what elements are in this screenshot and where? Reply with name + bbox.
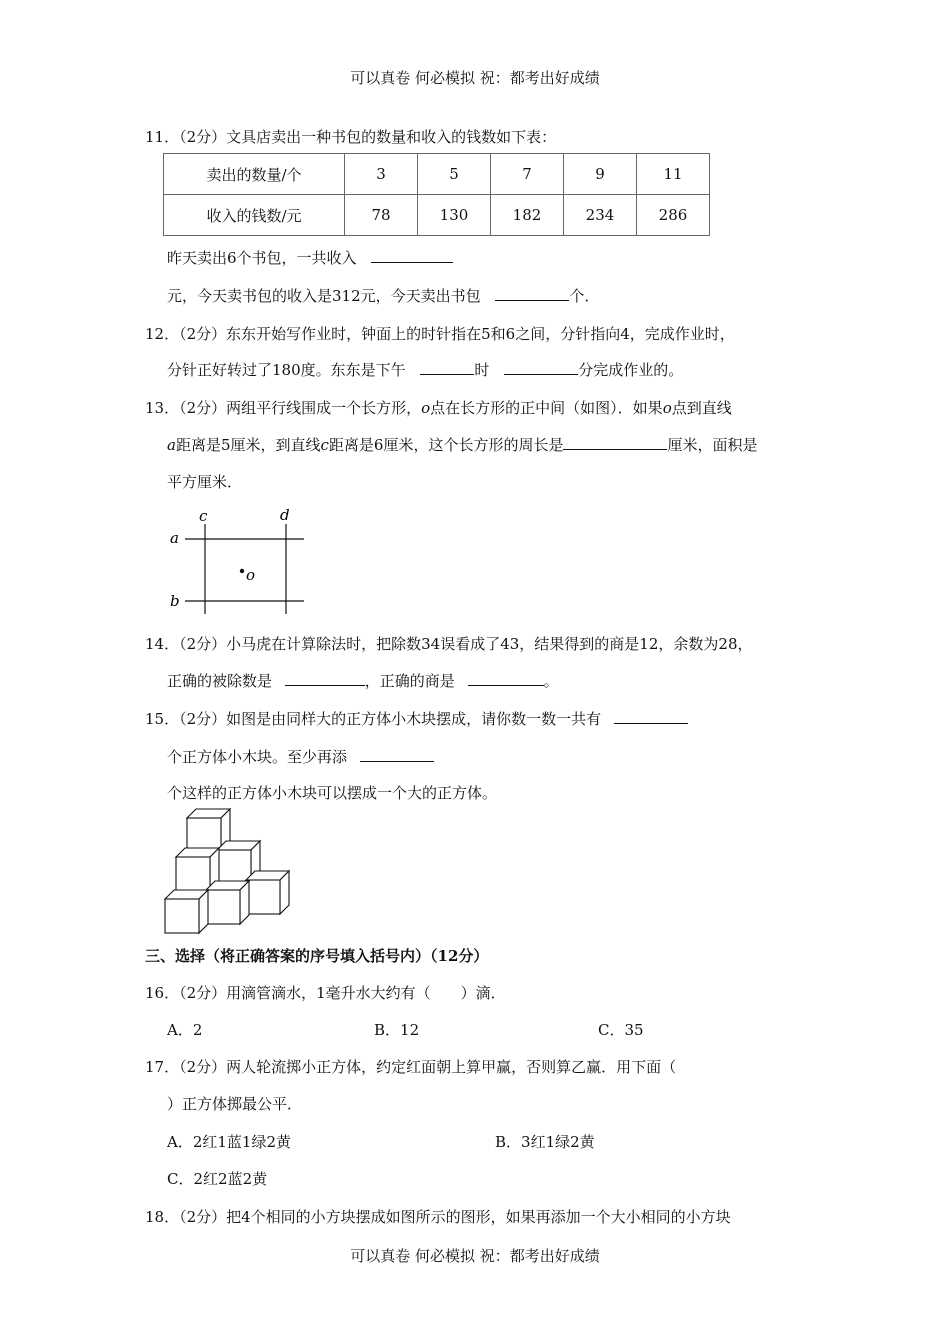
q14-text-a: 正确的被除数是: [167, 672, 273, 690]
table-cell: 182: [491, 195, 564, 236]
q13-line2: [167, 434, 757, 455]
q11-line1-text: 昨天卖出6个书包，一共收入: [167, 249, 357, 267]
q12-blank-minute[interactable]: [504, 360, 578, 375]
q11-stem: 11．（2分）文具店卖出一种书包的数量和收入的钱数如下表：: [145, 128, 557, 146]
cube: [165, 890, 208, 933]
q14-text-c: 。: [543, 672, 559, 690]
q13-text-f: 厘米，面积是: [667, 436, 758, 454]
table-cell: 7: [491, 154, 564, 195]
table-cell: 78: [345, 195, 418, 236]
q15-blank-count[interactable]: [614, 709, 688, 724]
page-footer: 可以真卷 何必模拟 祝：都考出好成绩: [350, 1247, 600, 1265]
q13-text-a: 13．（2分）两组平行线围成一个长方形，: [145, 399, 422, 417]
q13-text-b: 点在长方形的正中间（如图）．如果: [430, 399, 663, 417]
table-cell: 5: [418, 154, 491, 195]
q11-row-quantity: [164, 154, 710, 195]
q17-option-a[interactable]: A．2红1蓝1绿2黄: [167, 1133, 292, 1151]
q15-line1: [145, 708, 688, 729]
q16-option-b[interactable]: B．12: [374, 1021, 420, 1039]
q12-hour-label: 时: [474, 361, 490, 379]
label-b: b: [170, 592, 180, 610]
q15-text-a: 15．（2分）如图是由同样大的正方体小木块摆成，请你数一数一共有: [145, 710, 602, 728]
q12-blank-hour[interactable]: [420, 360, 474, 375]
q15-blank-add[interactable]: [360, 747, 434, 762]
q11-line2: [167, 285, 599, 306]
q12-line2-end: 分完成作业的。: [578, 361, 684, 379]
q11-line2-text: 元，今天卖书包的收入是312元，今天卖出书包: [167, 287, 481, 305]
q11-table: [163, 153, 710, 236]
q15-cube-figure: [160, 805, 300, 937]
q14-blank-quotient[interactable]: [468, 671, 544, 686]
q16-option-a[interactable]: A．2: [167, 1021, 203, 1039]
table-cell: 286: [637, 195, 710, 236]
table-cell: 3: [345, 154, 418, 195]
q13-var-o-2: o: [662, 399, 672, 417]
q13-text-c: 点到直线: [671, 399, 732, 417]
q12-line1: 12．（2分）东东开始写作业时，钟面上的时针指在5和6之间，分针指向4，完成作业时，: [145, 325, 735, 343]
q11-blank-2[interactable]: [495, 286, 569, 301]
q13-line3: 平方厘米．: [167, 473, 243, 491]
table-cell: 234: [564, 195, 637, 236]
q16-option-c[interactable]: C．35: [598, 1021, 644, 1039]
label-d: d: [280, 506, 290, 524]
label-c: c: [199, 507, 208, 525]
q13-blank-perimeter[interactable]: [563, 435, 667, 450]
q17-line1: 17．（2分）两人轮流掷小正方体，约定红面朝上算甲赢，否则算乙赢．用下面（: [145, 1058, 677, 1076]
q13-var-c: c: [320, 436, 329, 454]
q11-line1: [167, 247, 453, 268]
q13-var-a: a: [167, 436, 176, 454]
q15-line2: [167, 746, 434, 767]
q15-text-b: 个正方体小木块。至少再添: [167, 748, 348, 766]
cube: [206, 881, 249, 924]
q16-stem: 16．（2分）用滴管滴水，1毫升水大约有（ ）滴．: [145, 984, 506, 1002]
q11-blank-1[interactable]: [371, 248, 453, 263]
table-cell: 9: [564, 154, 637, 195]
cube: [246, 871, 289, 914]
q11-row2-label: 收入的钱数/元: [164, 195, 345, 236]
point-o: [240, 569, 244, 573]
q14-line2: [167, 670, 559, 691]
q17-option-c[interactable]: C．2红2蓝2黄: [167, 1170, 268, 1188]
q13-text-d: 距离是5厘米，到直线: [175, 436, 321, 454]
q14-text-b: ，正确的商是: [364, 672, 455, 690]
q13-line1: [145, 397, 732, 418]
table-cell: 130: [418, 195, 491, 236]
q13-text-e: 距离是6厘米，这个长方形的周长是: [328, 436, 564, 454]
q15-line3: 个这样的正方体小木块可以摆成一个大的正方体。: [167, 784, 498, 802]
q11-row-income: [164, 195, 710, 236]
q18-line1: 18．（2分）把4个相同的小方块摆成如图所示的图形，如果再添加一个大小相同的小方块: [145, 1208, 731, 1226]
q12-line2: [167, 359, 683, 380]
q14-blank-dividend[interactable]: [285, 671, 365, 686]
section-3-title: 三、选择（将正确答案的序号填入括号内）（12分）: [145, 947, 489, 965]
q14-line1: 14．（2分）小马虎在计算除法时，把除数34误看成了43，结果得到的商是12，余数为28，: [145, 635, 753, 653]
q17-option-b[interactable]: B．3红1绿2黄: [495, 1133, 595, 1151]
q11-line2-end: 个．: [569, 287, 600, 305]
q13-figure: [160, 500, 320, 618]
label-o: o: [246, 566, 256, 584]
label-a: a: [170, 529, 179, 547]
q17-line2: ）正方体掷最公平．: [167, 1095, 303, 1113]
q12-line2-text: 分针正好转过了180度。东东是下午: [167, 361, 406, 379]
table-cell: 11: [637, 154, 710, 195]
q13-var-o: o: [421, 399, 431, 417]
page-header: 可以真卷 何必模拟 祝：都考出好成绩: [350, 69, 600, 87]
q11-row1-label: 卖出的数量/个: [164, 154, 345, 195]
